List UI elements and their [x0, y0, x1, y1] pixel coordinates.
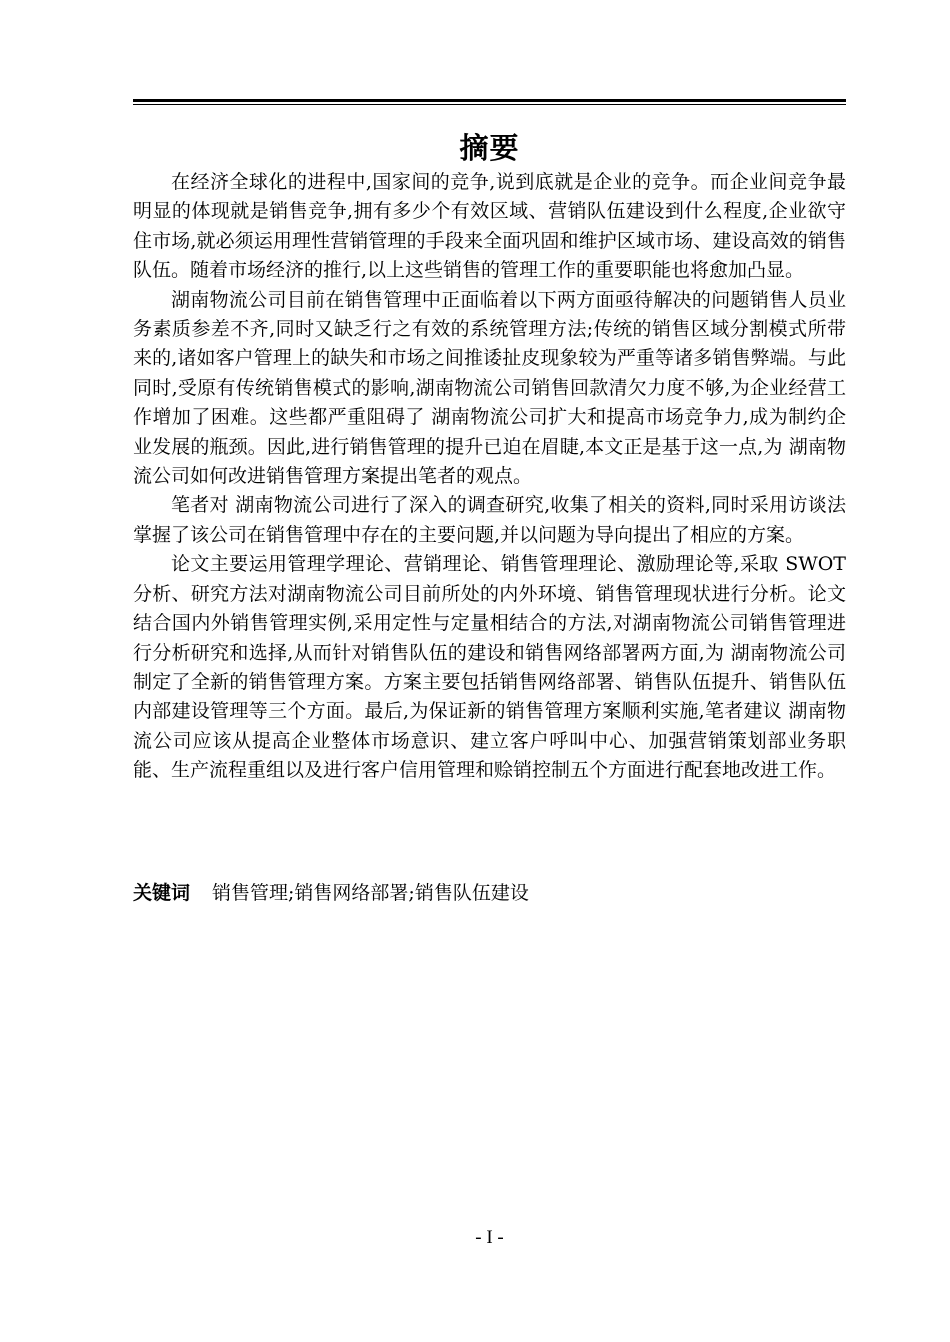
header-rule-thin — [133, 104, 846, 105]
keywords-label: 关键词 — [133, 882, 191, 904]
abstract-title: 摘要 — [459, 131, 520, 165]
header-rule-thick — [133, 99, 846, 102]
keywords-text: 销售管理;销售网络部署;销售队伍建设 — [212, 882, 529, 904]
abstract-paragraph-4: 论文主要运用管理学理论、营销理论、销售管理理论、激励理论等,采取 SWOT 分析、研究方法对湖南物流公司目前所处的内外环境、销售管理现状进行分析。论文结合国内外销售管理实例,采用定性与定量相结合的方法,对湖南物流公司销售管理进行分析研究和选择,从而针对销售队伍的建设和销售网络部署两方面,为 湖南物流公司制定了全新的销售管理方案。方案主要包括销售网络部署、销售队伍提升、销售队伍内部建设管理等三个方面。最后,为保证新的销售管理方案顺利实施,笔者建议 湖南物流公司应该从提高企业整体市场意识、建立客户呼叫中心、加强营销策划部业务职能、生产流程重组以及进行客户信用管理和赊销控制五个方面进行配套地改进工作。 — [133, 553, 846, 782]
page-number: - I - — [475, 1227, 504, 1248]
abstract-paragraph-2: 湖南物流公司目前在销售管理中正面临着以下两方面亟待解决的问题销售人员业务素质参差不齐,同时又缺乏行之有效的系统管理方法;传统的销售区域分割模式所带来的,诸如客户管理上的缺失和市场之间推诿扯皮现象较为严重等诸多销售弊端。与此同时,受原有传统销售模式的影响,湖南物流公司销售回款清欠力度不够,为企业经营工作增加了困难。这些都严重阻碍了 湖南物流公司扩大和提高市场竞争力,成为制约企业发展的瓶颈。因此,进行销售管理的提升已迫在眉睫,本文正是基于这一点,为 湖南物流公司如何改进销售管理方案提出笔者的观点。 — [133, 288, 846, 488]
keywords-line — [133, 878, 846, 908]
abstract-body — [133, 168, 846, 786]
abstract-paragraph-1: 在经济全球化的进程中,国家间的竞争,说到底就是企业的竞争。而企业间竞争最明显的体现就是销售竞争,拥有多少个有效区域、营销队伍建设到什么程度,企业欲守住市场,就必须运用理性营销管理的手段来全面巩固和维护区域市场、建设高效的销售队伍。随着市场经济的推行,以上这些销售的管理工作的重要职能也将愈加凸显。 — [133, 171, 846, 282]
abstract-paragraph-3: 笔者对 湖南物流公司进行了深入的调查研究,收集了相关的资料,同时采用访谈法掌握了该公司在销售管理中存在的主要问题,并以问题为导向提出了相应的方案。 — [133, 494, 846, 546]
